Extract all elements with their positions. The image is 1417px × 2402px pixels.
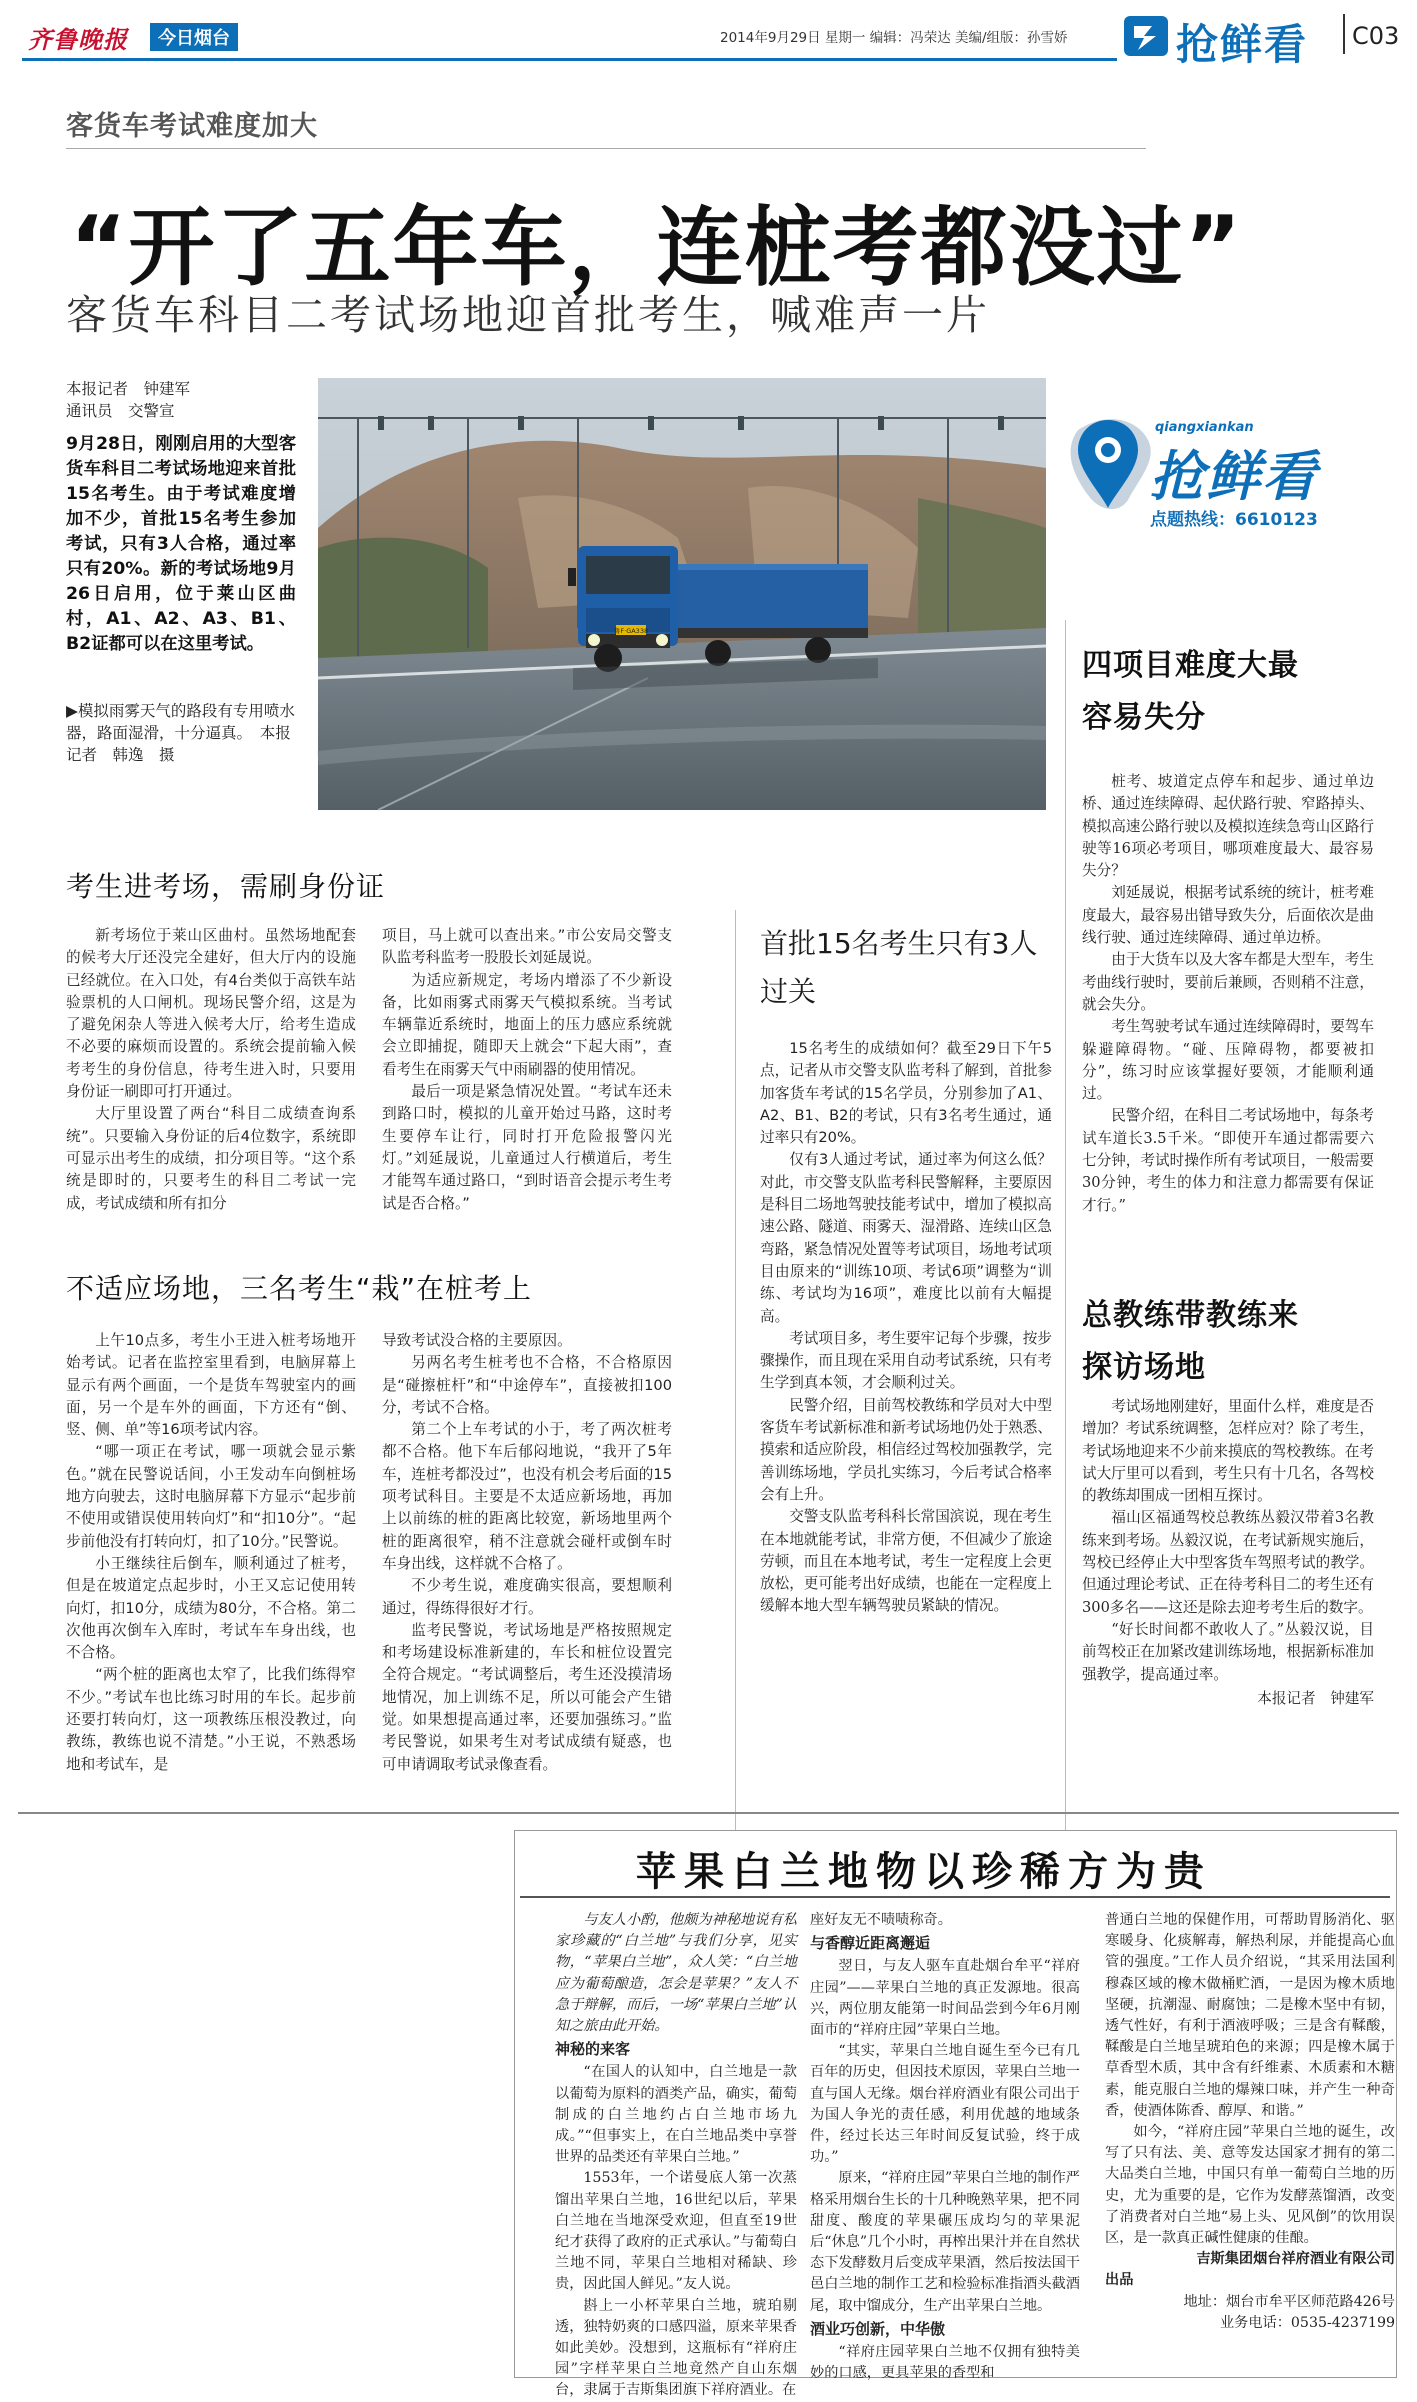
page-mark-label: 抢鲜看 — [1176, 20, 1309, 69]
paragraph: 普通白兰地的保健作用，可帮助胃肠消化、驱寒暖身、化痰解毒，解热利尿，并能提高心血管的强度。”工作人员介绍说，“其采用法国利穆森区域的橡木做桶贮酒，一是因为橡木质地坚硬，抗潮湿、耐腐蚀；二是橡木坚中有韧，透气性好，有利于酒液呼吸；三是含有鞣酸，鞣酸是白兰地呈琥珀色的来源；四是橡木属于草香型木质，其中含有纤维素、木质素和木糖素，能克服白兰地的爆辣口味，并产生一种奇香，使酒体陈香、醇厚、和谐。” — [1105, 1912, 1395, 2119]
paragraph: 如今，“祥府庄园”苹果白兰地的诞生，改写了只有法、美、意等发达国家才拥有的第二大品类白兰地，中国只有单一葡萄白兰地的历史，尤为重要的是，它作为发酵蒸馏酒，改变了消费者对白兰地“易上头、见风倒”的饮用误区，是一款真正碱性健康的佳酿。 — [1105, 2124, 1395, 2247]
byline-reporter: 本报记者 钟建军 — [66, 380, 191, 398]
paragraph: “其实，苹果白兰地自诞生至今已有几百年的历史，但因技术原因，苹果白兰地一直与国人无缘。烟台祥府酒业有限公司出于为国人争光的责任感，利用优越的地域条件，经过长达三年时间反复试验，终于成功。” — [810, 2043, 1080, 2166]
byline-correspondent: 通讯员 交警宣 — [66, 402, 175, 420]
article-kicker: 客货车考试难度加大 — [66, 111, 318, 142]
section-a-column-2 — [382, 925, 672, 1215]
section-heading-pile-test: 不适应场地，三名考生“栽”在桩考上 — [66, 1272, 533, 1305]
section-c-column — [760, 1038, 1052, 1618]
paragraph: “两个桩的距离也太窄了，比我们练得窄不少。”考试车也比练习时用的车长。起步前还要打转向灯，这一项教练压根没教过，向教练，教练也说不清楚。”小王说，不熟悉场地和考试车，是 — [66, 1666, 356, 1773]
paragraph: 翌日，与友人驱车直赴烟台牟平“祥府庄园”——苹果白兰地的真正发源地。很高兴，两位朋友能第一时间品尝到今年6月刚面市的“祥府庄园”苹果白兰地。 — [810, 1958, 1080, 2039]
article-signature: 本报记者 钟建军 — [1257, 1689, 1374, 1707]
paragraph: 15名考生的成绩如何？截至29日下午5点，记者从市交警支队监考科了解到，首批参加客货车考试的15名学员，分别参加了A1、A2、B1、B2的考试，只有3名考生通过，通过率只有20%。 — [760, 1040, 1052, 1147]
paragraph: 考生驾驶考试车通过连续障碍时，要驾车躲避障碍物。“碰、压障碍物，都要被扣分”，练习时应该掌握好要领，才能顺利通过。 — [1082, 1018, 1374, 1103]
paragraph: 最后一项是紧急情况处置。“考试车还未到路口时，模拟的儿童开始过马路，这时考生要停车让行，同时打开危险报警闪光灯。”刘延晟说，儿童通过人行横道后，考生才能驾车通过路口，“到时语音会提示考生考试是否合格。” — [382, 1083, 672, 1212]
paragraph: 导致考试没合格的主要原因。 — [382, 1332, 572, 1349]
page-mark-icon — [1122, 14, 1170, 58]
section-heading-pass-rate: 首批15名考生只有3人过关 — [760, 927, 1038, 1008]
paragraph: “好长时间都不敢收人了。”丛毅汉说，目前驾校正在加紧改建训练场地，根据新标准加强教学，提高通过率。 — [1082, 1620, 1374, 1683]
paragraph: 福山区福通驾校总教练丛毅汉带着3名教练来到考场。丛毅汉说，在考试新规实施后，驾校已经停止大中型客货车驾照考试的教学。但通过理论考试、正在待考科目二的考生还有300多名——这还是除去迎考考生后的数字。 — [1082, 1509, 1374, 1616]
byline — [66, 378, 190, 422]
sidebar-heading-coaches-visit: 总教练带教练来探访场地 — [1082, 1298, 1299, 1385]
section-b-column-1 — [66, 1330, 356, 1776]
section-tag: 今日烟台 — [150, 23, 238, 51]
paragraph: 项目，马上就可以查出来。”市公安局交警支队监考科监考一股股长刘延晟说。 — [382, 927, 672, 967]
advert-column-3 — [1105, 1910, 1395, 2334]
kicker-rule — [66, 148, 1146, 149]
advert-subheading: 神秘的来客 — [555, 2040, 631, 2059]
column-divider — [1065, 620, 1066, 1830]
paragraph: 另两名考生桩考也不合格，不合格原因是“碰擦桩杆”和“中途停车”，直接被扣100分，考试不合格。 — [382, 1354, 672, 1416]
paragraph: 监考民警说，考试场地是严格按照规定和考场建设标准新建的，车长和桩位设置完全符合规定。“考试调整后，考生还没摸清场地情况，加上训练不足，所以可能会产生错觉。如果想提高通过率，还要加强练习。”监考民警说，如果考生对考试成绩有疑惑，也可申请调取考试录像查看。 — [382, 1621, 672, 1773]
photo-caption: ▶模拟雨雾天气的路段有专用喷水器，路面湿滑，十分逼真。 本报记者 韩逸 摄 — [66, 702, 295, 764]
page-number-divider — [1343, 14, 1345, 54]
masthead — [0, 0, 1417, 69]
paragraph: 不少考生说，难度确实很高，要想顺利通过，得练得很好才行。 — [382, 1577, 672, 1617]
truck-photo — [318, 378, 1046, 810]
article-title: “开了五年车，连桩考都没过” — [70, 198, 1244, 298]
section-a-column-1 — [66, 925, 356, 1215]
section-d-column — [1082, 771, 1374, 1217]
advert-subheading: 酒业巧创新，中华傲 — [810, 2319, 946, 2338]
advert-publisher: 吉斯集团烟台祥府酒业有限公司 — [1196, 2251, 1395, 2268]
advert-publisher-suffix: 出品 — [1105, 2272, 1134, 2289]
paragraph: 刘延晟说，根据考试系统的统计，桩考难度最大，最容易出错导致失分，后面依次是曲线行驶、通过连续障碍、通过单边桥。 — [1082, 884, 1374, 947]
paragraph: 民警介绍，在科目二考试场地中，每条考试车道长3.5千米。“即使开车通过都需要六七分钟，考试时操作所有考试项目，一般需要30分钟，考生的体力和注意力都需要有保证才行。” — [1082, 1107, 1374, 1214]
brand-pinyin: qiangxiankan — [1155, 420, 1254, 435]
article-subtitle: 客货车科目二考试场地迎首批考生，喊难声一片 — [66, 291, 990, 339]
section-b-column-2 — [382, 1330, 672, 1776]
paragraph: 交警支队监考科科长常国滨说，现在考生在本地就能考试，非常方便，不但减少了旅途劳顿，而且在本地考试，考生一定程度上会更放松，更可能考出好成绩，也能在一定程度上缓解本地大型车辆驾驶员紧缺的情况。 — [760, 1508, 1052, 1615]
paragraph: “在国人的认知中，白兰地是一款以葡萄为原料的酒类产品，确实，葡萄制成的白兰地约占白兰地市场九成。”“但事实上，在白兰地品类中享誉世界的品类还有苹果白兰地。” — [555, 2064, 797, 2166]
advert-column-1 — [555, 1910, 797, 2402]
paragraph: 桩考、坡道定点停车和起步、通过单边桥、通过连续障碍、起伏路行驶、窄路掉头、模拟高速公路行驶以及模拟连续急弯山区路行驶等16项必考项目，哪项难度最大、最容易失分？ — [1082, 773, 1374, 880]
paragraph: 由于大货车以及大客车都是大型车，考生考曲线行驶时，要前后兼顾，否则稍不注意，就会失分。 — [1082, 951, 1374, 1013]
brand-hotline: 点题热线：6610123 — [1150, 510, 1318, 530]
page-number: C03 — [1352, 22, 1400, 50]
paragraph: 为适应新规定，考场内增添了不少新设备，比如雨雾式雨雾天气模拟系统。当考试车辆靠近系统时，地面上的压力感应系统就会立即捕捉，随即天上就会“下起大雨”，查看考生在雨雾天气中雨刷器的使用情况。 — [382, 971, 672, 1078]
advert-column-2 — [810, 1910, 1080, 2384]
paragraph: 座好友无不啧啧称奇。 — [810, 1912, 952, 1928]
advert-address: 地址：烟台市牟平区师范路426号 — [1183, 2293, 1395, 2310]
paragraph: “哪一项正在考试，哪一项就会显示紫色。”就在民警说话间，小王发动车向倒桩场地方向驶去，这时电脑屏幕下方显示“起步前不使用或错误使用转向灯”和“扣10分”。“起步前他没有打转向灯，扣了10分。”民警说。 — [66, 1443, 356, 1550]
column-divider — [735, 910, 736, 1830]
sidebar-heading-difficult-items: 四项目难度大最容易失分 — [1082, 648, 1299, 735]
paragraph: 仅有3人通过考试，通过率为何这么低？对此，市交警支队监考科民警解释，主要原因是科目二场地驾驶技能考试中，增加了模拟高速公路、隧道、雨雾天、湿滑路、连续山区急弯路，紧急情况处置等考试项目，场地考试项目由原来的“训练10项、考试6项”调整为“训练、考试均为16项”，难度比以前有大幅提高。 — [760, 1151, 1052, 1325]
truck-plate: 鲁F·GA338 — [613, 627, 649, 635]
brand-name: 抢鲜看 — [1150, 445, 1318, 508]
paragraph: 考试场地刚建好，里面什么样，难度是否增加？考试系统调整，怎样应对？除了考生，考试场地迎来不少前来摸底的驾校教练。在考试大厅里可以看到，考生只有十几名，各驾校的教练却围成一团相互探讨。 — [1082, 1398, 1374, 1505]
article-lead: 9月28日，刚刚启用的大型客货车科目二考试场地迎来首批15名考生。由于考试难度增加不少，首批15名考生参加考试，只有3人合格，通过率只有20%。新的考试场地9月26日启用，位于莱山区曲村，A1、A2、A3、B1、B2证都可以在这里考试。 — [66, 434, 296, 654]
section-e-column — [1082, 1396, 1374, 1710]
paragraph: 考试项目多，考生要牢记每个步骤，按步骤操作，而且现在采用自动考试系统，只有考生学到真本领，才会顺利过关。 — [760, 1329, 1052, 1392]
advert-phone: 业务电话：0535-4237199 — [1219, 2314, 1395, 2331]
paragraph: “祥府庄园苹果白兰地不仅拥有独特美妙的口感，更具苹果的香型和 — [810, 2344, 1080, 2382]
paragraph: 上午10点多，考生小王进入桩考场地开始考试。记者在监控室里看到，电脑屏幕上显示有两个画面，一个是货车驾驶室内的画面，另一个是车外的画面，下方还有“倒、竖、侧、单”等16项考试内容。 — [66, 1332, 356, 1439]
section-heading-id-card: 考生进考场，需刷身份证 — [66, 870, 386, 903]
paragraph: 1553年，一个诺曼底人第一次蒸馏出苹果白兰地，16世纪以后，苹果白兰地在当地深受欢迎，但直至19世纪才获得了政府的正式承认。”与葡萄白兰地不同，苹果白兰地相对稀缺、珍贵，因此国人鲜见。”友人说。 — [555, 2170, 797, 2293]
advert-title-rule — [520, 1896, 1390, 1898]
paragraph: 第二个上车考试的小于，考了两次桩考都不合格。他下车后郁闷地说，“我开了5年车，连桩考都没过”，也没有机会考后面的15项考试科目。主要是不太适应新场地，再加上以前练的桩的距离比较宽，新场地里两个桩的距离很窄，稍不注意就会碰杆或倒车时车身出线，这样就不合格了。 — [382, 1421, 672, 1572]
date-editor-line: 2014年9月29日 星期一 编辑：冯荣达 美编/组版：孙雪娇 — [720, 30, 1068, 46]
advert-subheading: 与香醇近距离邂逅 — [810, 1934, 931, 1953]
advert-title: 苹果白兰地物以珍稀方为贵 — [636, 1849, 1212, 1895]
paragraph: 小王继续往后倒车，顺利通过了桩考，但是在坡道定点起步时，小王又忘记使用转向灯，扣10分，成绩为80分，不合格。第二次他再次倒车入库时，考试车车身出线，也不合格。 — [66, 1554, 356, 1662]
paragraph: 斟上一小杯苹果白兰地，琥珀剔透，独特奶爽的口感四溢，原来苹果香如此美妙。没想到，这瓶标有“祥府庄园”字样苹果白兰地竟然产自山东烟台，隶属于吉斯集团旗下祥府酒业。在 — [555, 2297, 797, 2399]
newspaper-logo: 齐鲁晚报 — [28, 25, 128, 54]
advert-intro: 与友人小酌，他颇为神秘地说有私家珍藏的“白兰地”与我们分享，见实物，“苹果白兰地”，众人笑：“白兰地应为葡萄酿造，怎会是苹果？”友人不急于辩解，而后，一场“苹果白兰地”认知之旅由此开始。 — [555, 1912, 797, 2035]
paragraph: 民警介绍，目前驾校教练和学员对大中型客货车考试新标准和新考试场地仍处于熟悉、摸索和适应阶段，相信经过驾校加强教学，完善训练场地，学员扎实练习，今后考试合格率会有上升。 — [760, 1396, 1052, 1503]
paragraph: 大厅里设置了两台“科目二成绩查询系统”。只要输入身份证的后4位数字，系统即可显示出考生的成绩，扣分项目等。“这个系统是即时的，只要考生的科目二考试一完成，考试成绩和所有扣分 — [66, 1105, 356, 1212]
paragraph: 新考场位于莱山区曲村。虽然场地配套的候考大厅还没完全建好，但大厅内的设施已经就位。在入口处，有4台类似于高铁车站验票机的人口闸机。现场民警介绍，这是为了避免闲杂人等进入候考大厅，给考生造成不必要的麻烦而设置的。系统会提前输入候考考生的身份信息，待考生进入时，只要用身份证一刷即可打开通过。 — [66, 927, 356, 1101]
masthead-rule — [22, 58, 1117, 61]
advert-separator — [18, 1812, 1399, 1814]
paragraph: 原来，“祥府庄园”苹果白兰地的制作严格采用烟台生长的十几种晚熟苹果，把不同甜度、酸度的苹果碾压成均匀的苹果泥后“休息”几个小时，再榨出果汁并在自然状态下发酵数月后变成苹果酒，然后按法国干邑白兰地的制作工艺和检验标准指酒头截酒尾，取中馏成分，生产出苹果白兰地。 — [810, 2170, 1080, 2314]
